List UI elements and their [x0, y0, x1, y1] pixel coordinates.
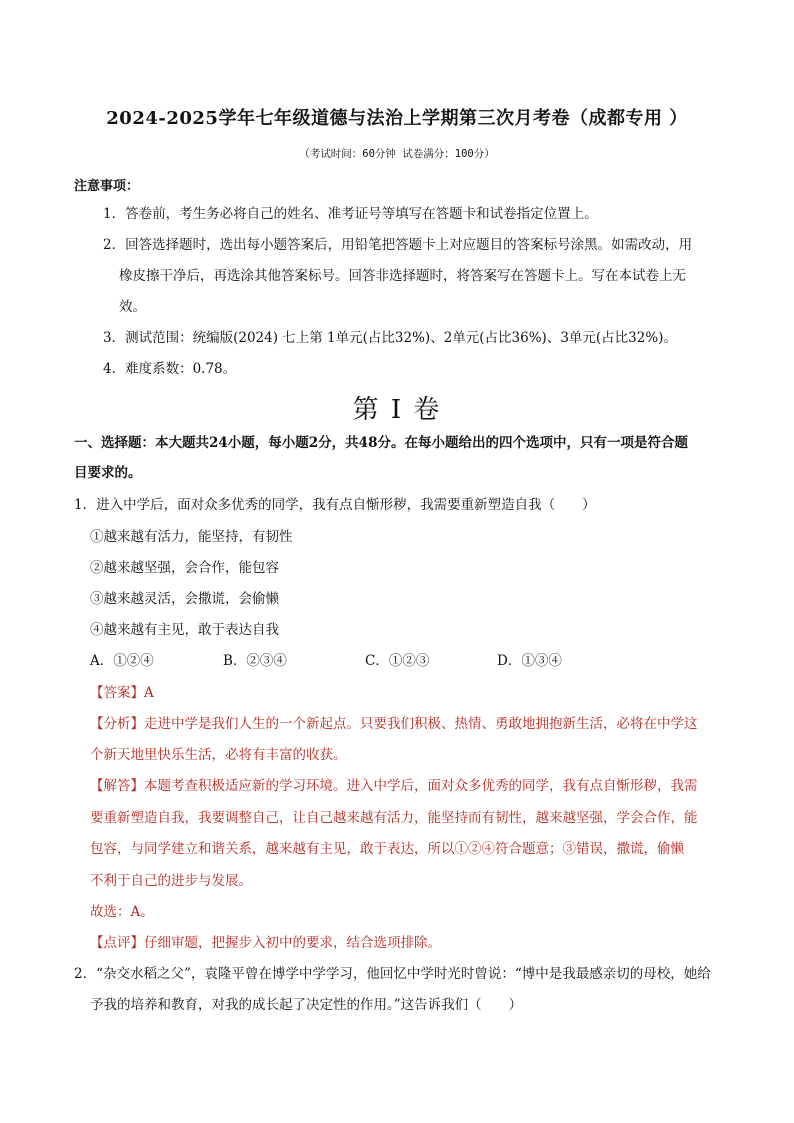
- question-1-option-b: B．②③④: [223, 653, 287, 669]
- notice-heading: 注意事项：: [74, 179, 140, 194]
- question-1-solution-continued: 不利于自己的进步与发展。: [90, 873, 252, 889]
- question-1-solution-continued: 要重新塑造自我，我要调整自己，让自己越来越有活力，能坚持而有韧性，越来越坚强，学会合作，能: [90, 810, 698, 826]
- question-1-analysis-continued: 个新天地里快乐生活，必将有丰富的收获。: [90, 747, 347, 763]
- question-1-comment: 【点评】仔细审题，把握步入初中的要求，结合选项排除。: [90, 935, 441, 951]
- notice-item-continued: 橡皮擦干净后，再选涂其他答案标号。回答非选择题时，将答案写在答题卡上。写在本试卷上无: [119, 268, 686, 284]
- question-1-statement: ①越来越有活力，能坚持，有韧性: [90, 529, 293, 545]
- question-1-statement: ③越来越灵活，会撒谎，会偷懒: [90, 591, 279, 607]
- question-2-stem: 2．“杂交水稻之父”，袁隆平曾在博学中学学习，他回忆中学时光时曾说：“博中是我最感亲切的母校，她给: [74, 966, 711, 982]
- question-1-analysis: 【分析】走进中学是我们人生的一个新起点。只要我们积极、热情、勇敢地拥抱新生活，必将在中学这: [90, 716, 698, 732]
- question-1-statement: ④越来越有主见，敢于表达自我: [90, 622, 279, 638]
- section-instruction-continued: 目要求的。: [74, 465, 142, 481]
- question-1-option-c: C．①②③: [365, 653, 430, 669]
- notice-item: 2．回答选择题时，选出每小题答案后，用铅笔把答题卡上对应题目的答案标号涂黑。如需改动，用: [103, 237, 693, 253]
- section-instruction: 一、选择题：本大题共24小题，每小题2分，共48分。在每小题给出的四个选项中，只有一项是符合题: [74, 435, 688, 451]
- section-title: 第 I 卷: [352, 395, 442, 425]
- notice-item: 1．答卷前，考生务必将自己的姓名、准考证号等填写在答题卡和试卷指定位置上。: [103, 206, 598, 222]
- question-1-statement: ②越来越坚强，会合作，能包容: [90, 560, 279, 576]
- notice-item-continued: 效。: [119, 299, 146, 315]
- question-1-choice: 故选：A。: [90, 904, 154, 920]
- page-title: 2024-2025学年七年级道德与法治上学期第三次月考卷（成都专用 ）: [106, 108, 688, 129]
- question-1-option-d: D．①③④: [497, 653, 562, 669]
- notice-item: 3．测试范围：统编版(2024) 七上第 1单元(占比32%)、2单元(占比36%)、3单元(占比32%)。: [103, 330, 677, 346]
- question-1-solution-continued: 包容，与同学建立和谐关系，越来越有主见，敢于表达，所以①②④符合题意；③错误，撒谎，偷懒: [90, 841, 684, 857]
- exam-info: （考试时间：60分钟 试卷满分：100分）: [299, 148, 495, 160]
- question-1-solution: 【解答】本题考查积极适应新的学习环境。进入中学后，面对众多优秀的同学，我有点自惭形秽，我需: [90, 778, 698, 794]
- question-1-answer: 【答案】A: [90, 685, 154, 701]
- notice-item: 4．难度系数：0.78。: [103, 361, 237, 377]
- question-2-stem-continued: 予我的培养和教育，对我的成长起了决定性的作用。”这告诉我们（ ）: [90, 997, 523, 1013]
- question-1-option-a: A．①②④: [90, 653, 154, 669]
- question-1-stem: 1．进入中学后，面对众多优秀的同学，我有点自惭形秽，我需要重新塑造自我（ ）: [74, 497, 596, 513]
